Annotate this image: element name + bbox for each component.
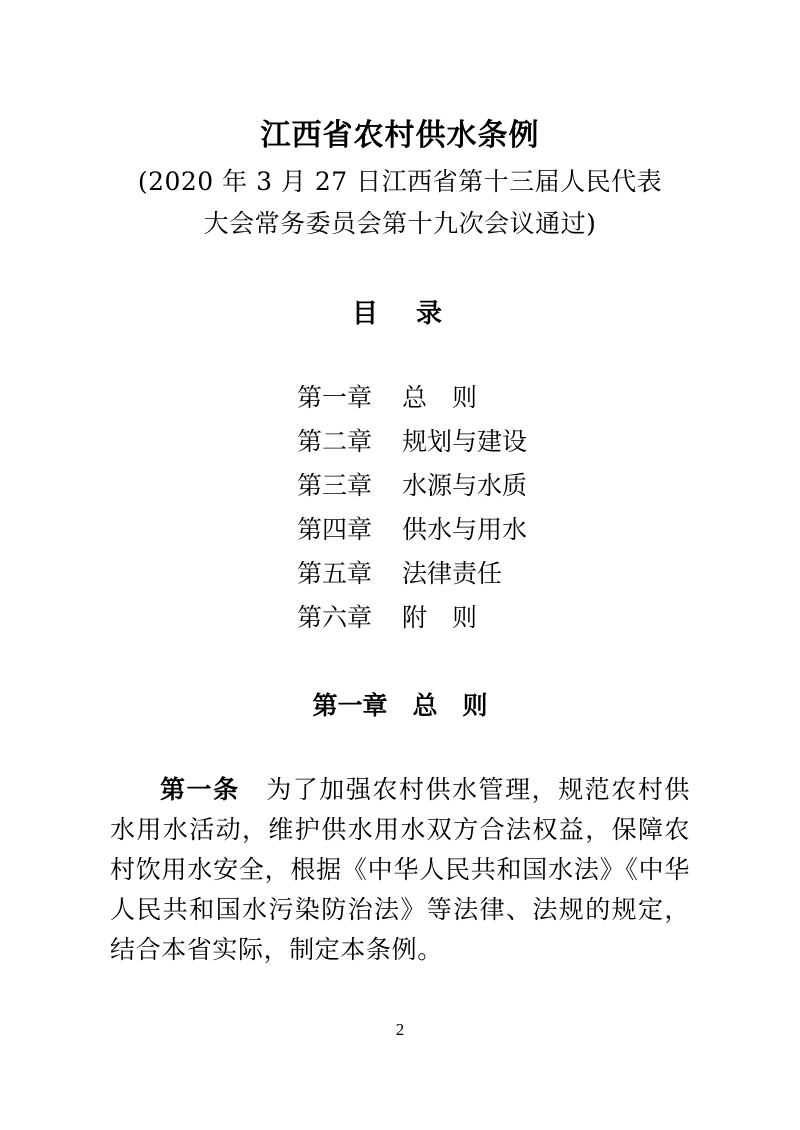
article-one-text: 为了加强农村供水管理，规范农村供水用水活动，维护供水用水双方合法权益，保障农村饮用水安全，根据《中华人民共和国水法》《中华人民共和国水污染防治法》等法律、法规的规定，结合本省实际，制定本条例。: [110, 775, 690, 964]
toc-item-chapter-3: [297, 468, 527, 512]
toc-item-chapter-1: [297, 380, 527, 424]
table-of-contents: [297, 380, 527, 644]
toc-chapter-number: 第一章: [297, 383, 373, 412]
toc-chapter-name: 供水与用水: [402, 515, 528, 544]
toc-chapter-name: 法律责任: [402, 559, 503, 588]
toc-chapter-number: 第二章: [297, 427, 373, 456]
document-subtitle-line-1: (2020 年 3 月 27 日江西省第十三届人民代表: [137, 167, 663, 196]
toc-item-chapter-2: [297, 424, 527, 468]
toc-chapter-name: 水源与水质: [402, 471, 528, 500]
document-subtitle-line-2: 大会常务委员会第十九次会议通过): [203, 209, 597, 238]
toc-chapter-number: 第三章: [297, 471, 373, 500]
toc-chapter-name: 附 则: [402, 603, 478, 632]
article-one-label: 第一条: [160, 775, 240, 804]
article-one-spacer: [240, 775, 267, 804]
chapter-one-heading: 第一章 总 则: [312, 691, 488, 720]
toc-item-chapter-6: [297, 600, 527, 644]
toc-chapter-name: 规划与建设: [402, 427, 528, 456]
toc-chapter-number: 第六章: [297, 603, 373, 632]
toc-item-chapter-4: [297, 512, 527, 556]
toc-chapter-number: 第四章: [297, 515, 373, 544]
toc-heading: 目 录: [351, 299, 448, 329]
toc-chapter-name: 总 则: [402, 383, 478, 412]
toc-chapter-number: 第五章: [297, 559, 373, 588]
article-one: [110, 770, 690, 970]
page-number: 2: [395, 1020, 405, 1039]
toc-item-chapter-5: [297, 556, 527, 600]
document-title: 江西省农村供水条例: [260, 118, 540, 153]
